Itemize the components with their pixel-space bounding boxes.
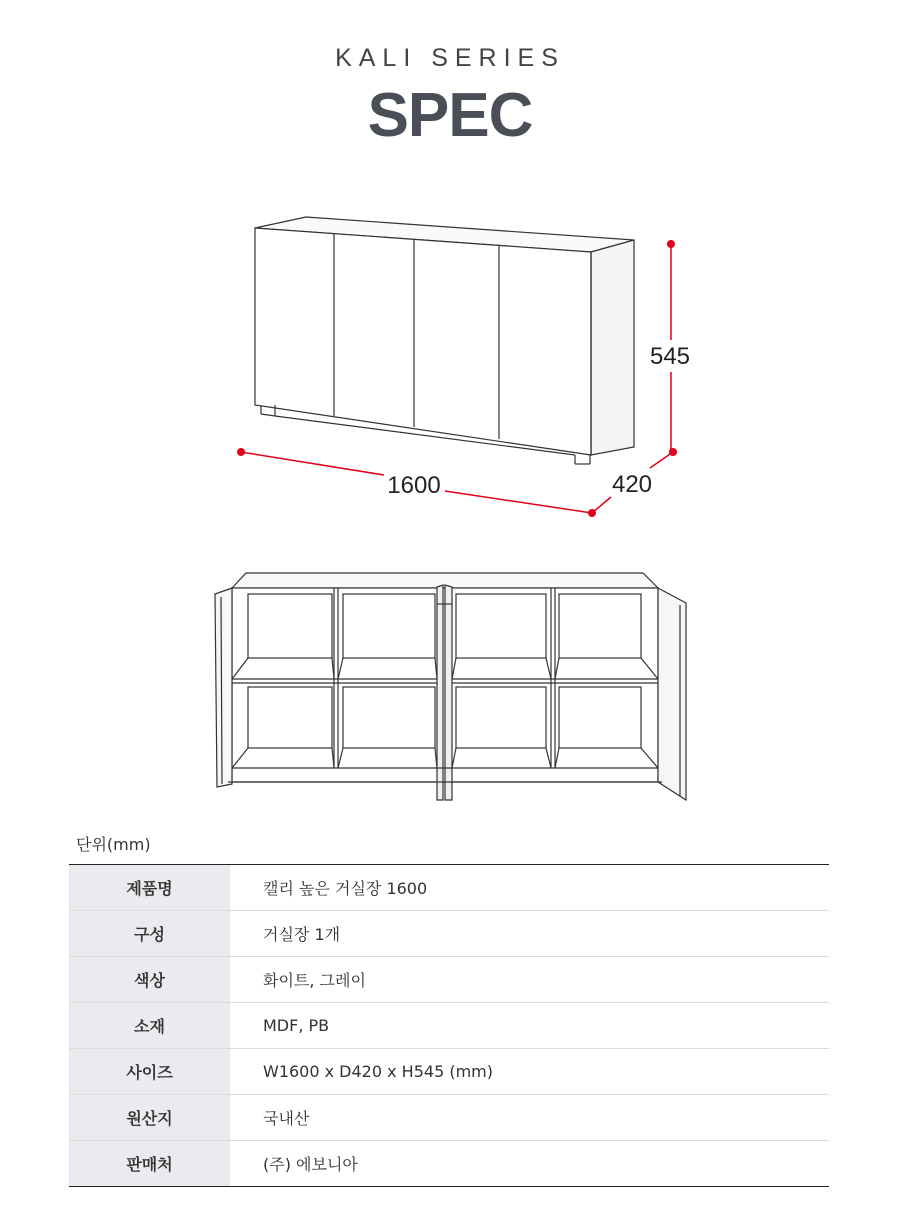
row-label: 판매처 (69, 1141, 230, 1187)
width-end-marker (588, 509, 596, 517)
row-label: 제품명 (69, 865, 230, 911)
width-dimension-label: 1600 (387, 472, 441, 499)
table-row (69, 865, 829, 911)
closed-cabinet-drawing (255, 217, 634, 464)
spec-table (69, 864, 829, 1187)
row-value: 캘리 높은 거실장 1600 (230, 865, 829, 911)
row-label: 원산지 (69, 1095, 230, 1141)
row-value: 거실장 1개 (230, 911, 829, 957)
page-title: SPEC (367, 81, 533, 150)
table-row (69, 1003, 829, 1049)
table-row (69, 957, 829, 1003)
row-value: (주) 에보니아 (263, 1155, 358, 1174)
row-value: MDF, PB (230, 1003, 829, 1049)
height-dimension-label: 545 (649, 343, 691, 370)
series-name: KALI SERIES (335, 44, 565, 72)
depth-dimension-label: 420 (611, 471, 653, 498)
table-row (69, 1095, 829, 1141)
table-row (69, 1049, 829, 1095)
width-start-marker (237, 448, 245, 456)
row-label: 사이즈 (69, 1049, 230, 1095)
height-bottom-marker (669, 448, 677, 456)
unit-label: 단위(mm) (76, 835, 151, 854)
row-label: 구성 (69, 911, 230, 957)
open-cabinet-drawing (215, 573, 686, 800)
row-value: 국내산 (230, 1095, 829, 1141)
table-row (69, 1141, 829, 1187)
row-value: 화이트, 그레이 (230, 957, 829, 1003)
row-label: 소재 (69, 1003, 230, 1049)
height-top-marker (667, 240, 675, 248)
row-label: 색상 (69, 957, 230, 1003)
table-row (69, 911, 829, 957)
row-value: W1600 x D420 x H545 (mm) (230, 1049, 829, 1095)
